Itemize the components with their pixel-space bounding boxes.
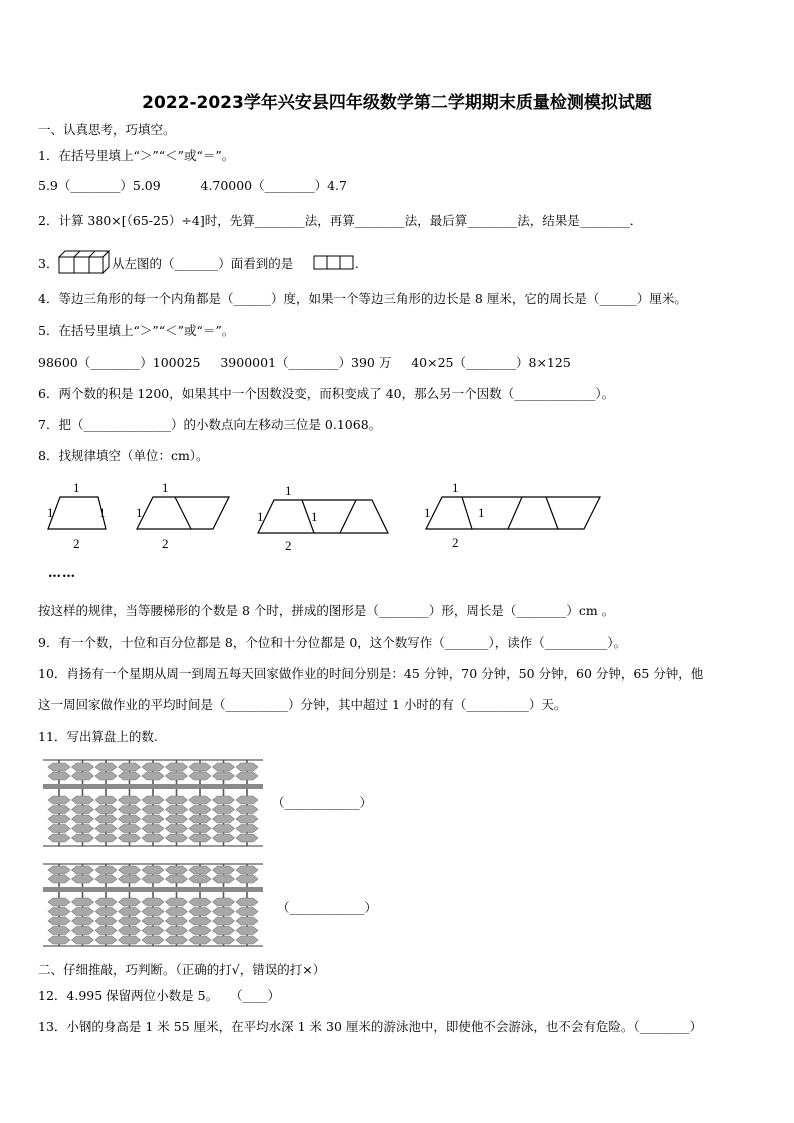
question-2: 2．计算 380×[（65-25）÷4]时，先算________法，再算________法，最后算________法，结果是________． bbox=[38, 213, 643, 228]
abacus-bead bbox=[48, 796, 70, 804]
abacus-bead bbox=[72, 825, 94, 833]
abacus-bead bbox=[72, 796, 94, 804]
question-5-line: 98600（________）100025 3900001（________）390 万 40×25（________）8×125 bbox=[38, 355, 571, 370]
abacus-bead bbox=[95, 763, 117, 771]
abacus-bead bbox=[166, 875, 188, 883]
abacus-bead bbox=[119, 898, 141, 906]
abacus-bead bbox=[189, 806, 211, 814]
abacus-bead bbox=[119, 875, 141, 883]
abacus-beam bbox=[43, 784, 263, 789]
abacus-bead bbox=[142, 772, 164, 780]
abacus-bead bbox=[95, 825, 117, 833]
abacus-bead bbox=[213, 927, 235, 935]
abacus-bead bbox=[213, 815, 235, 823]
section-2-heading: 二、仔细推敲，巧判断。（正确的打√，错误的打×） bbox=[38, 962, 326, 977]
abacus-bead bbox=[48, 927, 70, 935]
abacus-bead bbox=[189, 825, 211, 833]
abacus-bead bbox=[236, 927, 258, 935]
abacus-bead bbox=[119, 917, 141, 925]
fig1-top-label: 1 bbox=[73, 480, 80, 495]
abacus-bead bbox=[213, 898, 235, 906]
question-10-line-1: 10．肖扬有一个星期从周一到周五每天回家做作业的时间分别是：45 分钟，70 分钟，50 分钟，60 分钟，65 分钟，他 bbox=[38, 666, 704, 681]
abacus-bead bbox=[213, 772, 235, 780]
question-5-stem: 5．在括号里填上“＞”“＜”或“＝”。 bbox=[38, 323, 235, 338]
abacus-bead bbox=[95, 772, 117, 780]
abacus-bead bbox=[189, 917, 211, 925]
question-3-text: 从左图的（_______）面看到的是 bbox=[112, 256, 294, 271]
abacus-bead bbox=[119, 834, 141, 842]
abacus-bead bbox=[119, 772, 141, 780]
abacus-bead bbox=[48, 815, 70, 823]
abacus-bead bbox=[236, 908, 258, 916]
abacus-bead bbox=[213, 908, 235, 916]
abacus-bead bbox=[213, 806, 235, 814]
abacus-bead bbox=[189, 875, 211, 883]
abacus-bead bbox=[189, 898, 211, 906]
abacus-bead bbox=[119, 936, 141, 944]
abacus-bead bbox=[189, 936, 211, 944]
abacus-bead bbox=[236, 936, 258, 944]
question-6: 6．两个数的积是 1200，如果其中一个因数没变，而积变成了 40，那么另一个因数（_____________）。 bbox=[38, 386, 615, 401]
abacus-bead bbox=[48, 772, 70, 780]
abacus-bead bbox=[119, 815, 141, 823]
abacus-bead bbox=[166, 866, 188, 874]
abacus-bead bbox=[236, 875, 258, 883]
question-12: 12．4.995 保留两位小数是 5。 （____） bbox=[38, 988, 281, 1003]
fig3-mid-label: 1 bbox=[311, 509, 318, 524]
abacus-bead bbox=[119, 908, 141, 916]
abacus-bead bbox=[48, 917, 70, 925]
question-11-answer-1: （____________） bbox=[272, 795, 373, 810]
abacus-bead bbox=[48, 936, 70, 944]
abacus-bead bbox=[72, 908, 94, 916]
abacus-bead bbox=[189, 815, 211, 823]
abacus-bead bbox=[236, 866, 258, 874]
abacus-bead bbox=[95, 815, 117, 823]
abacus-bead bbox=[95, 917, 117, 925]
abacus-bead bbox=[166, 834, 188, 842]
fig4-bottom-label: 2 bbox=[452, 535, 459, 550]
abacus-bead bbox=[189, 796, 211, 804]
abacus-bead bbox=[95, 796, 117, 804]
abacus-bead bbox=[119, 763, 141, 771]
abacus-bead bbox=[72, 917, 94, 925]
abacus-bead bbox=[142, 825, 164, 833]
question-1-line: 5.9（________）5.09 4.70000（________）4.7 bbox=[38, 178, 348, 193]
abacus-bead bbox=[95, 927, 117, 935]
abacus-bead bbox=[119, 825, 141, 833]
question-10-line-2: 这一周回家做作业的平均时间是（__________）分钟，其中超过 1 小时的有（__________）天。 bbox=[38, 697, 567, 712]
abacus-bead bbox=[142, 763, 164, 771]
abacus-bead bbox=[189, 834, 211, 842]
question-8-stem: 8．找规律填空（单位：cm）。 bbox=[38, 448, 209, 463]
abacus-bead bbox=[72, 936, 94, 944]
abacus-bead bbox=[166, 763, 188, 771]
front-view-figure bbox=[313, 255, 355, 271]
abacus-bead bbox=[95, 834, 117, 842]
cube-stack-figure bbox=[57, 249, 113, 275]
abacus-bead bbox=[166, 917, 188, 925]
fig4-top-label: 1 bbox=[452, 480, 459, 495]
abacus-bead bbox=[166, 772, 188, 780]
fig3-top-label: 1 bbox=[285, 483, 292, 498]
fig1-left-label: 1 bbox=[47, 505, 54, 520]
abacus-bead bbox=[142, 834, 164, 842]
abacus-bead bbox=[236, 772, 258, 780]
fig3-left-label: 1 bbox=[257, 509, 264, 524]
abacus-bead bbox=[236, 898, 258, 906]
abacus-bead bbox=[189, 763, 211, 771]
abacus-bead bbox=[166, 796, 188, 804]
abacus-bead bbox=[213, 917, 235, 925]
abacus-bead bbox=[189, 908, 211, 916]
abacus-bead bbox=[166, 806, 188, 814]
trapezoid-pattern-figure bbox=[40, 478, 620, 556]
abacus-bead bbox=[142, 815, 164, 823]
abacus-bead bbox=[72, 806, 94, 814]
abacus-bead bbox=[95, 875, 117, 883]
abacus-bead bbox=[236, 917, 258, 925]
abacus-bead bbox=[166, 815, 188, 823]
abacus-bead bbox=[213, 875, 235, 883]
abacus-bead bbox=[166, 927, 188, 935]
abacus-bead bbox=[213, 834, 235, 842]
abacus-bead bbox=[95, 936, 117, 944]
abacus-bead bbox=[48, 898, 70, 906]
abacus-bead bbox=[142, 796, 164, 804]
abacus-bead bbox=[48, 908, 70, 916]
abacus-bead bbox=[72, 875, 94, 883]
question-9: 9．有一个数，十位和百分位都是 8，个位和十分位都是 0，这个数写作（_______），读作（__________）。 bbox=[38, 635, 627, 650]
abacus-bead bbox=[72, 834, 94, 842]
abacus-bead bbox=[166, 825, 188, 833]
abacus-bead bbox=[189, 772, 211, 780]
question-13: 13．小钢的身高是 1 米 55 厘米，在平均水深 1 米 30 厘米的游泳池中，即使他不会游泳，也不会有危险。（________） bbox=[38, 1019, 703, 1034]
abacus-bead bbox=[166, 936, 188, 944]
question-7: 7．把（______________）的小数点向左移动三位是 0.1068。 bbox=[38, 417, 382, 432]
abacus-2 bbox=[43, 862, 265, 950]
question-1-stem: 1．在括号里填上“＞”“＜”或“＝”。 bbox=[38, 148, 235, 163]
fig1-right-label: 1 bbox=[99, 505, 106, 520]
abacus-bead bbox=[236, 806, 258, 814]
abacus-bead bbox=[236, 796, 258, 804]
fig3-bottom-label: 2 bbox=[285, 538, 292, 553]
fig2-left-label: 1 bbox=[136, 505, 143, 520]
abacus-bead bbox=[119, 866, 141, 874]
abacus-bead bbox=[236, 763, 258, 771]
question-8-line: 按这样的规律，当等腰梯形的个数是 8 个时，拼成的图形是（________）形，周长是（________）cm 。 bbox=[38, 603, 615, 618]
abacus-bead bbox=[236, 815, 258, 823]
abacus-bead bbox=[48, 834, 70, 842]
abacus-bead bbox=[142, 927, 164, 935]
question-11-stem: 11．写出算盘上的数. bbox=[38, 729, 158, 744]
abacus-bead bbox=[142, 806, 164, 814]
abacus-bead bbox=[213, 796, 235, 804]
abacus-bead bbox=[213, 825, 235, 833]
abacus-bead bbox=[95, 866, 117, 874]
abacus-bead bbox=[142, 936, 164, 944]
abacus-bead bbox=[236, 834, 258, 842]
fig2-bottom-label: 2 bbox=[162, 536, 169, 551]
fig2-top-label: 1 bbox=[162, 480, 169, 495]
continuation-dots: …… bbox=[48, 566, 76, 581]
abacus-bead bbox=[72, 772, 94, 780]
question-3-number: 3． bbox=[38, 256, 59, 271]
abacus-bead bbox=[142, 866, 164, 874]
question-4: 4．等边三角形的每一个内角都是（______）度，如果一个等边三角形的边长是 8 厘米，它的周长是（______）厘米。 bbox=[38, 291, 687, 306]
abacus-bead bbox=[142, 875, 164, 883]
abacus-bead bbox=[213, 763, 235, 771]
abacus-bead bbox=[48, 866, 70, 874]
abacus-bead bbox=[95, 908, 117, 916]
question-11-answer-2: （____________） bbox=[277, 900, 378, 915]
abacus-bead bbox=[166, 898, 188, 906]
abacus-bead bbox=[166, 908, 188, 916]
abacus-bead bbox=[95, 806, 117, 814]
abacus-bead bbox=[142, 917, 164, 925]
abacus-bead bbox=[142, 908, 164, 916]
fig4-left-label: 1 bbox=[424, 505, 431, 520]
abacus-beam bbox=[43, 887, 263, 892]
fig4-mid-label: 1 bbox=[478, 505, 485, 520]
abacus-bead bbox=[48, 763, 70, 771]
page-title: 2022-2023学年兴安县四年级数学第二学期期末质量检测模拟试题 bbox=[142, 93, 652, 113]
abacus-bead bbox=[119, 806, 141, 814]
abacus-bead bbox=[236, 825, 258, 833]
abacus-1 bbox=[43, 758, 265, 850]
fig1-bottom-label: 2 bbox=[73, 536, 80, 551]
abacus-bead bbox=[72, 763, 94, 771]
abacus-bead bbox=[48, 806, 70, 814]
abacus-bead bbox=[72, 927, 94, 935]
abacus-bead bbox=[72, 866, 94, 874]
abacus-bead bbox=[95, 898, 117, 906]
abacus-bead bbox=[142, 898, 164, 906]
abacus-bead bbox=[213, 866, 235, 874]
abacus-bead bbox=[72, 815, 94, 823]
abacus-bead bbox=[189, 927, 211, 935]
question-3-end: . bbox=[355, 256, 359, 271]
abacus-bead bbox=[189, 866, 211, 874]
abacus-bead bbox=[48, 875, 70, 883]
abacus-bead bbox=[119, 927, 141, 935]
abacus-bead bbox=[119, 796, 141, 804]
section-1-heading: 一、认真思考，巧填空。 bbox=[38, 122, 176, 137]
abacus-bead bbox=[48, 825, 70, 833]
abacus-bead bbox=[72, 898, 94, 906]
abacus-bead bbox=[213, 936, 235, 944]
